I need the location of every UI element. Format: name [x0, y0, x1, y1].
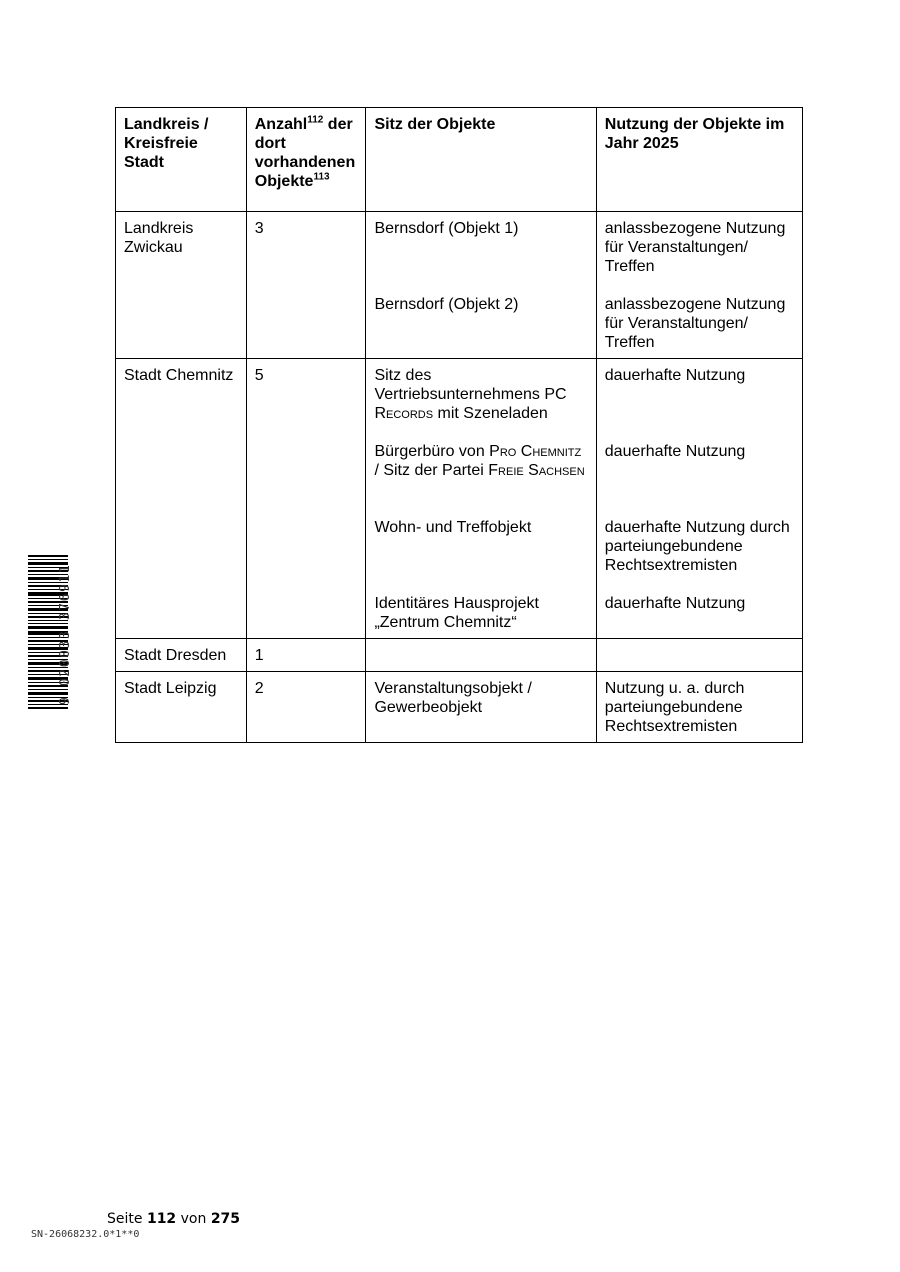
- header-usage: Nutzung der Objekte im Jahr 2025: [596, 108, 802, 212]
- usage-cell: [596, 639, 802, 672]
- location-cell: Bernsdorf (Objekt 1) Bernsdorf (Objekt 2): [366, 212, 596, 359]
- document-id: SN-26068232.0*1**0: [31, 1229, 140, 1240]
- header-location: Sitz der Objekte: [366, 108, 596, 212]
- table-row: [116, 639, 803, 672]
- count-cell: 2: [246, 672, 366, 743]
- usage-cell: dauerhafte Nutzung dauerhafte Nutzung dauerhafte Nutzung durch parteiungebundene Rechtsextremisten dauerhafte Nutzung: [596, 359, 802, 639]
- usage-cell: Nutzung u. a. durch parteiungebundene Rechtsextremisten: [596, 672, 802, 743]
- region-cell: Stadt Chemnitz: [116, 359, 247, 639]
- count-cell: 3: [246, 212, 366, 359]
- location-cell: [366, 639, 596, 672]
- region-cell: Stadt Leipzig: [116, 672, 247, 743]
- count-cell: 5: [246, 359, 366, 639]
- usage-cell: anlassbezogene Nutzung für Veranstaltungen/ Treffen anlassbezogene Nutzung für Veranstaltungen/ Treffen: [596, 212, 802, 359]
- region-cell: Stadt Dresden: [116, 639, 247, 672]
- region-cell: Landkreis Zwickau: [116, 212, 247, 359]
- table-row: [116, 212, 803, 359]
- table-row: [116, 359, 803, 639]
- footnote-ref-112: 112: [307, 114, 324, 126]
- barcode-digits: 9 020033 376911: [58, 563, 73, 705]
- location-cell: Sitz des Vertriebsunternehmens PC Records mit Szeneladen Bürgerbüro von Pro Chemnitz / Sitz der Partei Freie Sachsen Wohn- und Treffobjekt Identitäres Hausprojekt „Zentrum Chemnitz“: [366, 359, 596, 639]
- page-number: Seite 112 von 275: [107, 1211, 241, 1227]
- footnote-ref-113: 113: [313, 171, 330, 183]
- location-cell: Veranstaltungsobjekt / Gewerbeobjekt: [366, 672, 596, 743]
- objects-table: [115, 107, 803, 743]
- table-row: [116, 672, 803, 743]
- table-header-row: [116, 108, 803, 212]
- header-region: Landkreis / Kreisfreie Stadt: [116, 108, 247, 212]
- header-count: Anzahl$^{112}$ der dort vorhandenen Objekte$^{113}$: [246, 108, 366, 212]
- count-cell: 1: [246, 639, 366, 672]
